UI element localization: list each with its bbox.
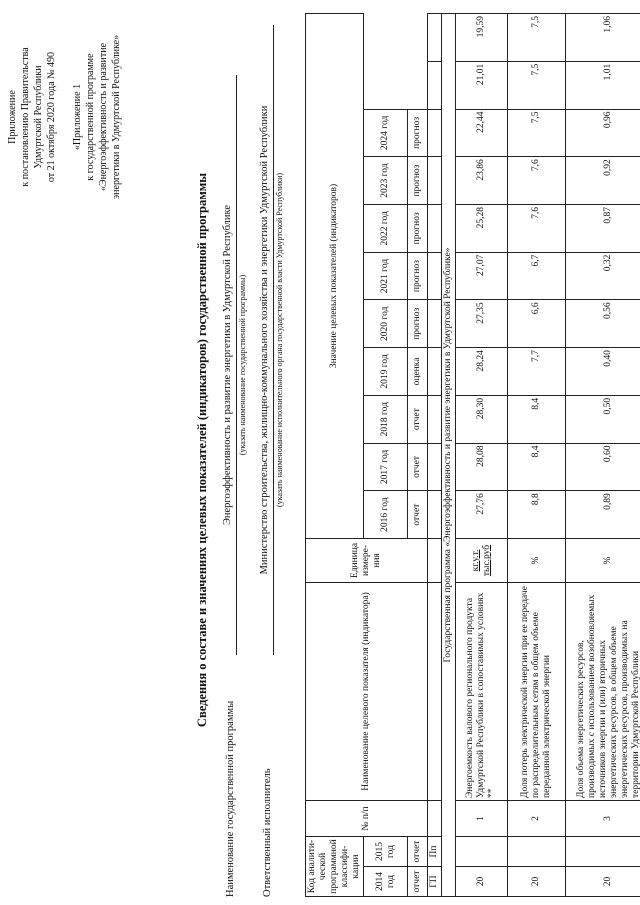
cell-value: 27,76 [456,491,508,539]
cell-value: 28,24 [456,348,508,396]
cell-value: 0,87 [566,204,640,252]
cell-value: 28,08 [456,443,508,491]
status-header: прогноз [408,300,428,348]
cell-pp [508,836,566,866]
cell-gp: 20 [566,867,640,897]
cell-pp [456,836,508,866]
program-underline [236,75,237,655]
executor-label: Ответственный исполнитель [262,768,273,897]
cell-value: 21,01 [456,61,508,109]
header-unit: Единица измере-ния [306,538,428,582]
appendix-line: «Приложение 1 [72,83,83,151]
executor-underline [273,25,274,655]
year-header: 2023 год [364,157,408,205]
cell-pp [566,836,640,866]
cell-value: 7,6 [508,204,566,252]
program-hint: (указать наименование государственной программы) [238,274,247,456]
status-header: прогноз [408,157,428,205]
cell-value: 19,59 [456,14,508,62]
cell-name: Доля потерь электрической энергии при ее передаче по распределительным сетям в общем объеме переданной электрической энергии [508,582,566,800]
cell-unit: % [508,538,566,582]
year-header: 2024 год [364,109,408,157]
cell-value: 7,5 [508,14,566,62]
header-num: № п/п [306,800,428,836]
cell-value: 28,30 [456,395,508,443]
cell-value: 27,07 [456,252,508,300]
cell-value: 7,6 [508,157,566,205]
status-header: прогноз [408,204,428,252]
cell-value: 7,7 [508,348,566,396]
table-row [508,14,566,897]
cell-value: 0,40 [566,348,640,396]
year-header: 2018 год [364,395,408,443]
cell-value: 8,8 [508,491,566,539]
cell-num: 1 [456,800,508,836]
cell-value: 7,5 [508,61,566,109]
cell-num: 2 [508,800,566,836]
cell-value: 0,32 [566,252,640,300]
year-header: 2019 год [364,348,408,396]
year-header: 2022 год [364,204,408,252]
program-label: Наименование государственной программы [225,700,236,897]
cell-value: 6,6 [508,300,566,348]
executor-hint: (указать наименование исполнительного органа государственной власти Удмуртской Республики) [275,172,284,508]
appendix-line: энергетики в Удмуртской Республике» [111,34,122,200]
status-header: отчет [408,867,428,897]
cell-value: 22,44 [456,109,508,157]
cell-value: 23,86 [456,157,508,205]
cell-value: 8,4 [508,443,566,491]
status-header: прогноз [408,109,428,157]
cell-name: Энергоемкость валового регионального продукта Удмуртской Республики в сопоставимых условиях ** [456,582,508,800]
cell-value: 0,89 [566,491,640,539]
cell-num: 3 [566,800,640,836]
status-header: отчет [408,491,428,539]
appendix-line: Приложение [7,90,18,144]
status-header: оценка [408,348,428,396]
cell-value: 8,4 [508,395,566,443]
indicators-table [305,13,640,897]
status-header: отчет [408,395,428,443]
table-row [566,14,640,897]
cell-gp: 20 [508,867,566,897]
cell-value: 6,7 [508,252,566,300]
cell-unit: % [566,538,640,582]
program-row: Государственная программа «Энергоэффективность и развитие энергетики в Удмуртской Республике» [442,14,456,897]
cell-value: 25,28 [456,204,508,252]
year-header: 2016 год [364,491,408,539]
appendix-line: «Энергоэффективность и развитие [98,42,109,192]
document-title: Сведения о составе и значениях целевых показателей (индикаторов) государственной программы [195,172,209,728]
appendix-line: к государственной программе [85,53,96,181]
year-header: 2021 год [364,252,408,300]
appendix-block [6,22,123,212]
appendix-line: от 21 октября 2020 года № 490 [46,51,57,183]
year-header: 2017 год [364,443,408,491]
cell-value: 27,35 [456,300,508,348]
table-row [456,14,508,897]
appendix-line: к постановлению Правительства [20,47,31,187]
cell-name: Доля объема энергетических ресурсов, производимых с использованием возобновляемых источников энергии и (или) вторичных энергетических ресурсов, в общем объеме энергетических ресурсов, производимых на территории Удмуртской Республики [566,582,640,800]
status-header: прогноз [408,252,428,300]
header-pp: Пп [428,836,442,866]
cell-unit: кг.у.т. тыс.руб [456,538,508,582]
cell-value: 7,5 [508,109,566,157]
status-header: отчет [408,443,428,491]
year-header: 2014 год [364,867,408,897]
year-header: 2015 год [364,836,408,866]
cell-value: 0,56 [566,300,640,348]
cell-value: 0,50 [566,395,640,443]
cell-value: 1,01 [566,61,640,109]
header-code: Код аналити-ческой программной классифи-кации [306,836,364,896]
header-name: Наименование целевого показателя (индикатора) [306,582,428,800]
cell-value: 0,92 [566,157,640,205]
header-values: Значение целевых показателей (индикаторов) [306,14,364,539]
header-gp: ГП [428,867,442,897]
status-header: отчет [408,836,428,866]
cell-value: 0,60 [566,443,640,491]
cell-value: 0,96 [566,109,640,157]
year-header: 2020 год [364,300,408,348]
cell-gp: 20 [456,867,508,897]
appendix-line: Удмуртской Республики [33,65,44,169]
program-name: Энергоэффективность и развитие энергетики в Удмуртской Республике [222,204,233,526]
executor-name: Министерство строительства, жилищно-коммунального хозяйства и энергетики Удмуртской Республики [259,105,270,575]
cell-value: 1,06 [566,14,640,62]
